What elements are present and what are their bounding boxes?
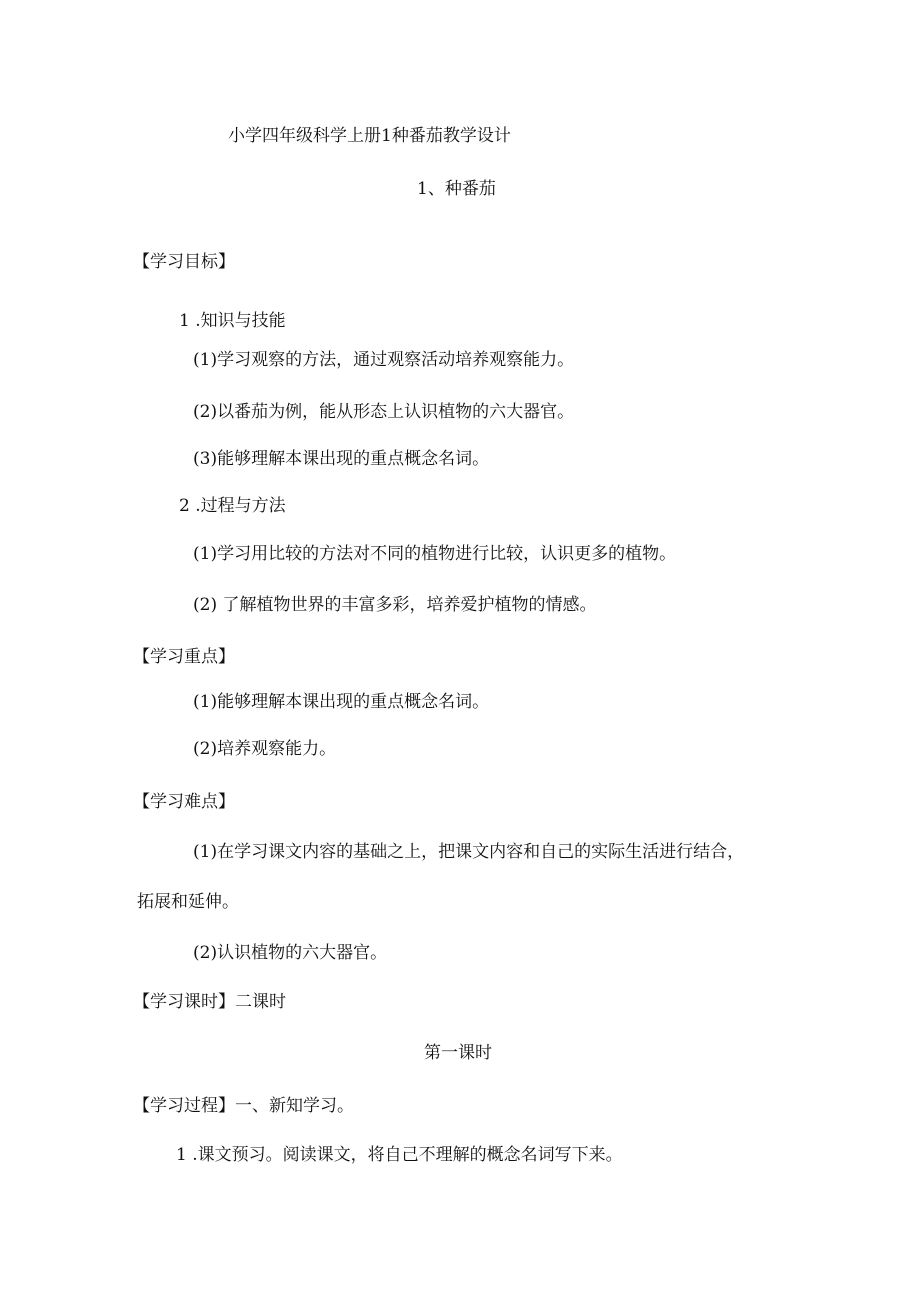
process-method-label: 2 .过程与方法 <box>179 496 286 516</box>
knowledge-item-3: (3)能够理解本课出现的重点概念名词。 <box>193 449 490 469</box>
difficulty-1-line-1: (1)在学习课文内容的基础之上，把课文内容和自己的实际生活进行结合， <box>193 842 745 862</box>
process-item-1: (1)学习用比较的方法对不同的植物进行比较，认识更多的植物。 <box>193 544 677 564</box>
difficulty-1-line-2: 拓展和延伸。 <box>137 892 239 912</box>
key-point-2: (2)培养观察能力。 <box>193 739 337 759</box>
class-hours: 【学习课时】二课时 <box>133 992 286 1012</box>
document-heading: 小学四年级科学上册1种番茄教学设计 <box>228 126 511 146</box>
step-1-preview: 1 .课文预习。阅读课文，将自己不理解的概念名词写下来。 <box>176 1145 623 1165</box>
learning-process-header: 【学习过程】一、新知学习。 <box>133 1096 354 1116</box>
difficulty-2: (2)认识植物的六大器官。 <box>193 943 388 963</box>
process-item-2: (2) 了解植物世界的丰富多彩，培养爱护植物的情感。 <box>193 595 597 615</box>
knowledge-skills-label: 1 .知识与技能 <box>179 311 286 331</box>
key-points-header: 【学习重点】 <box>133 647 235 667</box>
difficulties-header: 【学习难点】 <box>133 792 235 812</box>
key-point-1: (1)能够理解本课出现的重点概念名词。 <box>193 692 490 712</box>
knowledge-item-1: (1)学习观察的方法，通过观察活动培养观察能力。 <box>193 350 575 370</box>
objectives-header: 【学习目标】 <box>133 252 235 272</box>
knowledge-item-2: (2)以番茄为例，能从形态上认识植物的六大器官。 <box>193 402 575 422</box>
first-lesson-heading: 第一课时 <box>424 1043 492 1063</box>
lesson-title: 1、种番茄 <box>417 179 496 199</box>
